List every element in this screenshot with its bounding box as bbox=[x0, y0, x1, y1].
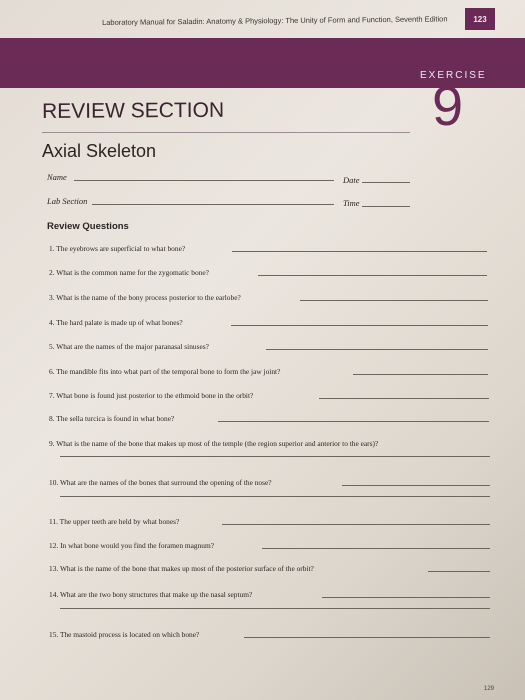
question-6: 6. The mandible fits into what part of the temporal bone to form the jaw joint? bbox=[49, 367, 281, 376]
answer-line-2[interactable] bbox=[258, 275, 487, 276]
exercise-label: EXERCISE bbox=[420, 70, 487, 81]
answer-line-6[interactable] bbox=[353, 374, 488, 375]
time-field[interactable] bbox=[362, 206, 410, 207]
answer-line-10b[interactable] bbox=[60, 496, 490, 497]
name-field[interactable] bbox=[74, 180, 334, 181]
review-questions-heading: Review Questions bbox=[47, 221, 129, 232]
question-13: 13. What is the name of the bone that makes up most of the posterior surface of the orbit? bbox=[49, 564, 314, 573]
date-field[interactable] bbox=[362, 182, 410, 183]
answer-line-14b[interactable] bbox=[60, 608, 490, 609]
question-1: 1. The eyebrows are superficial to what bone? bbox=[49, 244, 186, 253]
question-4: 4. The hard palate is made up of what bones? bbox=[49, 318, 183, 327]
time-label: Time bbox=[343, 198, 360, 208]
answer-line-13[interactable] bbox=[428, 571, 490, 572]
question-12: 12. In what bone would you find the foramen magnum? bbox=[49, 541, 215, 550]
exercise-number: 9 bbox=[432, 74, 464, 137]
question-8: 8. The sella turcica is found in what bone? bbox=[49, 414, 175, 423]
name-label: Name bbox=[47, 172, 67, 182]
lab-section-field[interactable] bbox=[92, 204, 334, 205]
page-number-badge: 123 bbox=[465, 8, 495, 30]
question-15: 15. The mastoid process is located on which bone? bbox=[49, 630, 200, 639]
question-9: 9. What is the name of the bone that makes up most of the temple (the region superior and anterior to the ears)? bbox=[49, 439, 379, 448]
section-title: REVIEW SECTION bbox=[42, 98, 225, 123]
date-label: Date bbox=[343, 175, 360, 185]
running-header: Laboratory Manual for Saladin: Anatomy & Physiology: The Unity of Form and Function, Seventh Edition bbox=[102, 14, 448, 27]
title-divider bbox=[42, 132, 410, 133]
answer-line-3[interactable] bbox=[300, 300, 488, 301]
answer-line-5[interactable] bbox=[266, 349, 488, 350]
question-5: 5. What are the names of the major paranasal sinuses? bbox=[49, 342, 209, 351]
question-2: 2. What is the common name for the zygomatic bone? bbox=[49, 268, 209, 277]
question-3: 3. What is the name of the bony process posterior to the earlobe? bbox=[49, 293, 241, 302]
page-number-footer: 129 bbox=[484, 686, 495, 692]
answer-line-14a[interactable] bbox=[322, 597, 490, 598]
section-subtitle: Axial Skeleton bbox=[42, 141, 157, 161]
question-14: 14. What are the two bony structures that make up the nasal septum? bbox=[49, 590, 253, 599]
answer-line-15[interactable] bbox=[244, 637, 490, 638]
answer-line-8[interactable] bbox=[218, 421, 489, 422]
question-11: 11. The upper teeth are held by what bones? bbox=[49, 517, 180, 526]
answer-line-4[interactable] bbox=[231, 325, 488, 326]
answer-line-10a[interactable] bbox=[342, 485, 490, 486]
question-7: 7. What bone is found just posterior to the ethmoid bone in the orbit? bbox=[49, 391, 254, 400]
answer-line-12[interactable] bbox=[262, 548, 490, 549]
answer-line-9[interactable] bbox=[60, 456, 490, 457]
answer-line-11[interactable] bbox=[222, 524, 490, 525]
question-10: 10. What are the names of the bones that surround the opening of the nose? bbox=[49, 478, 272, 487]
answer-line-7[interactable] bbox=[319, 398, 489, 399]
lab-section-label: Lab Section bbox=[47, 196, 88, 206]
answer-line-1[interactable] bbox=[232, 251, 487, 252]
